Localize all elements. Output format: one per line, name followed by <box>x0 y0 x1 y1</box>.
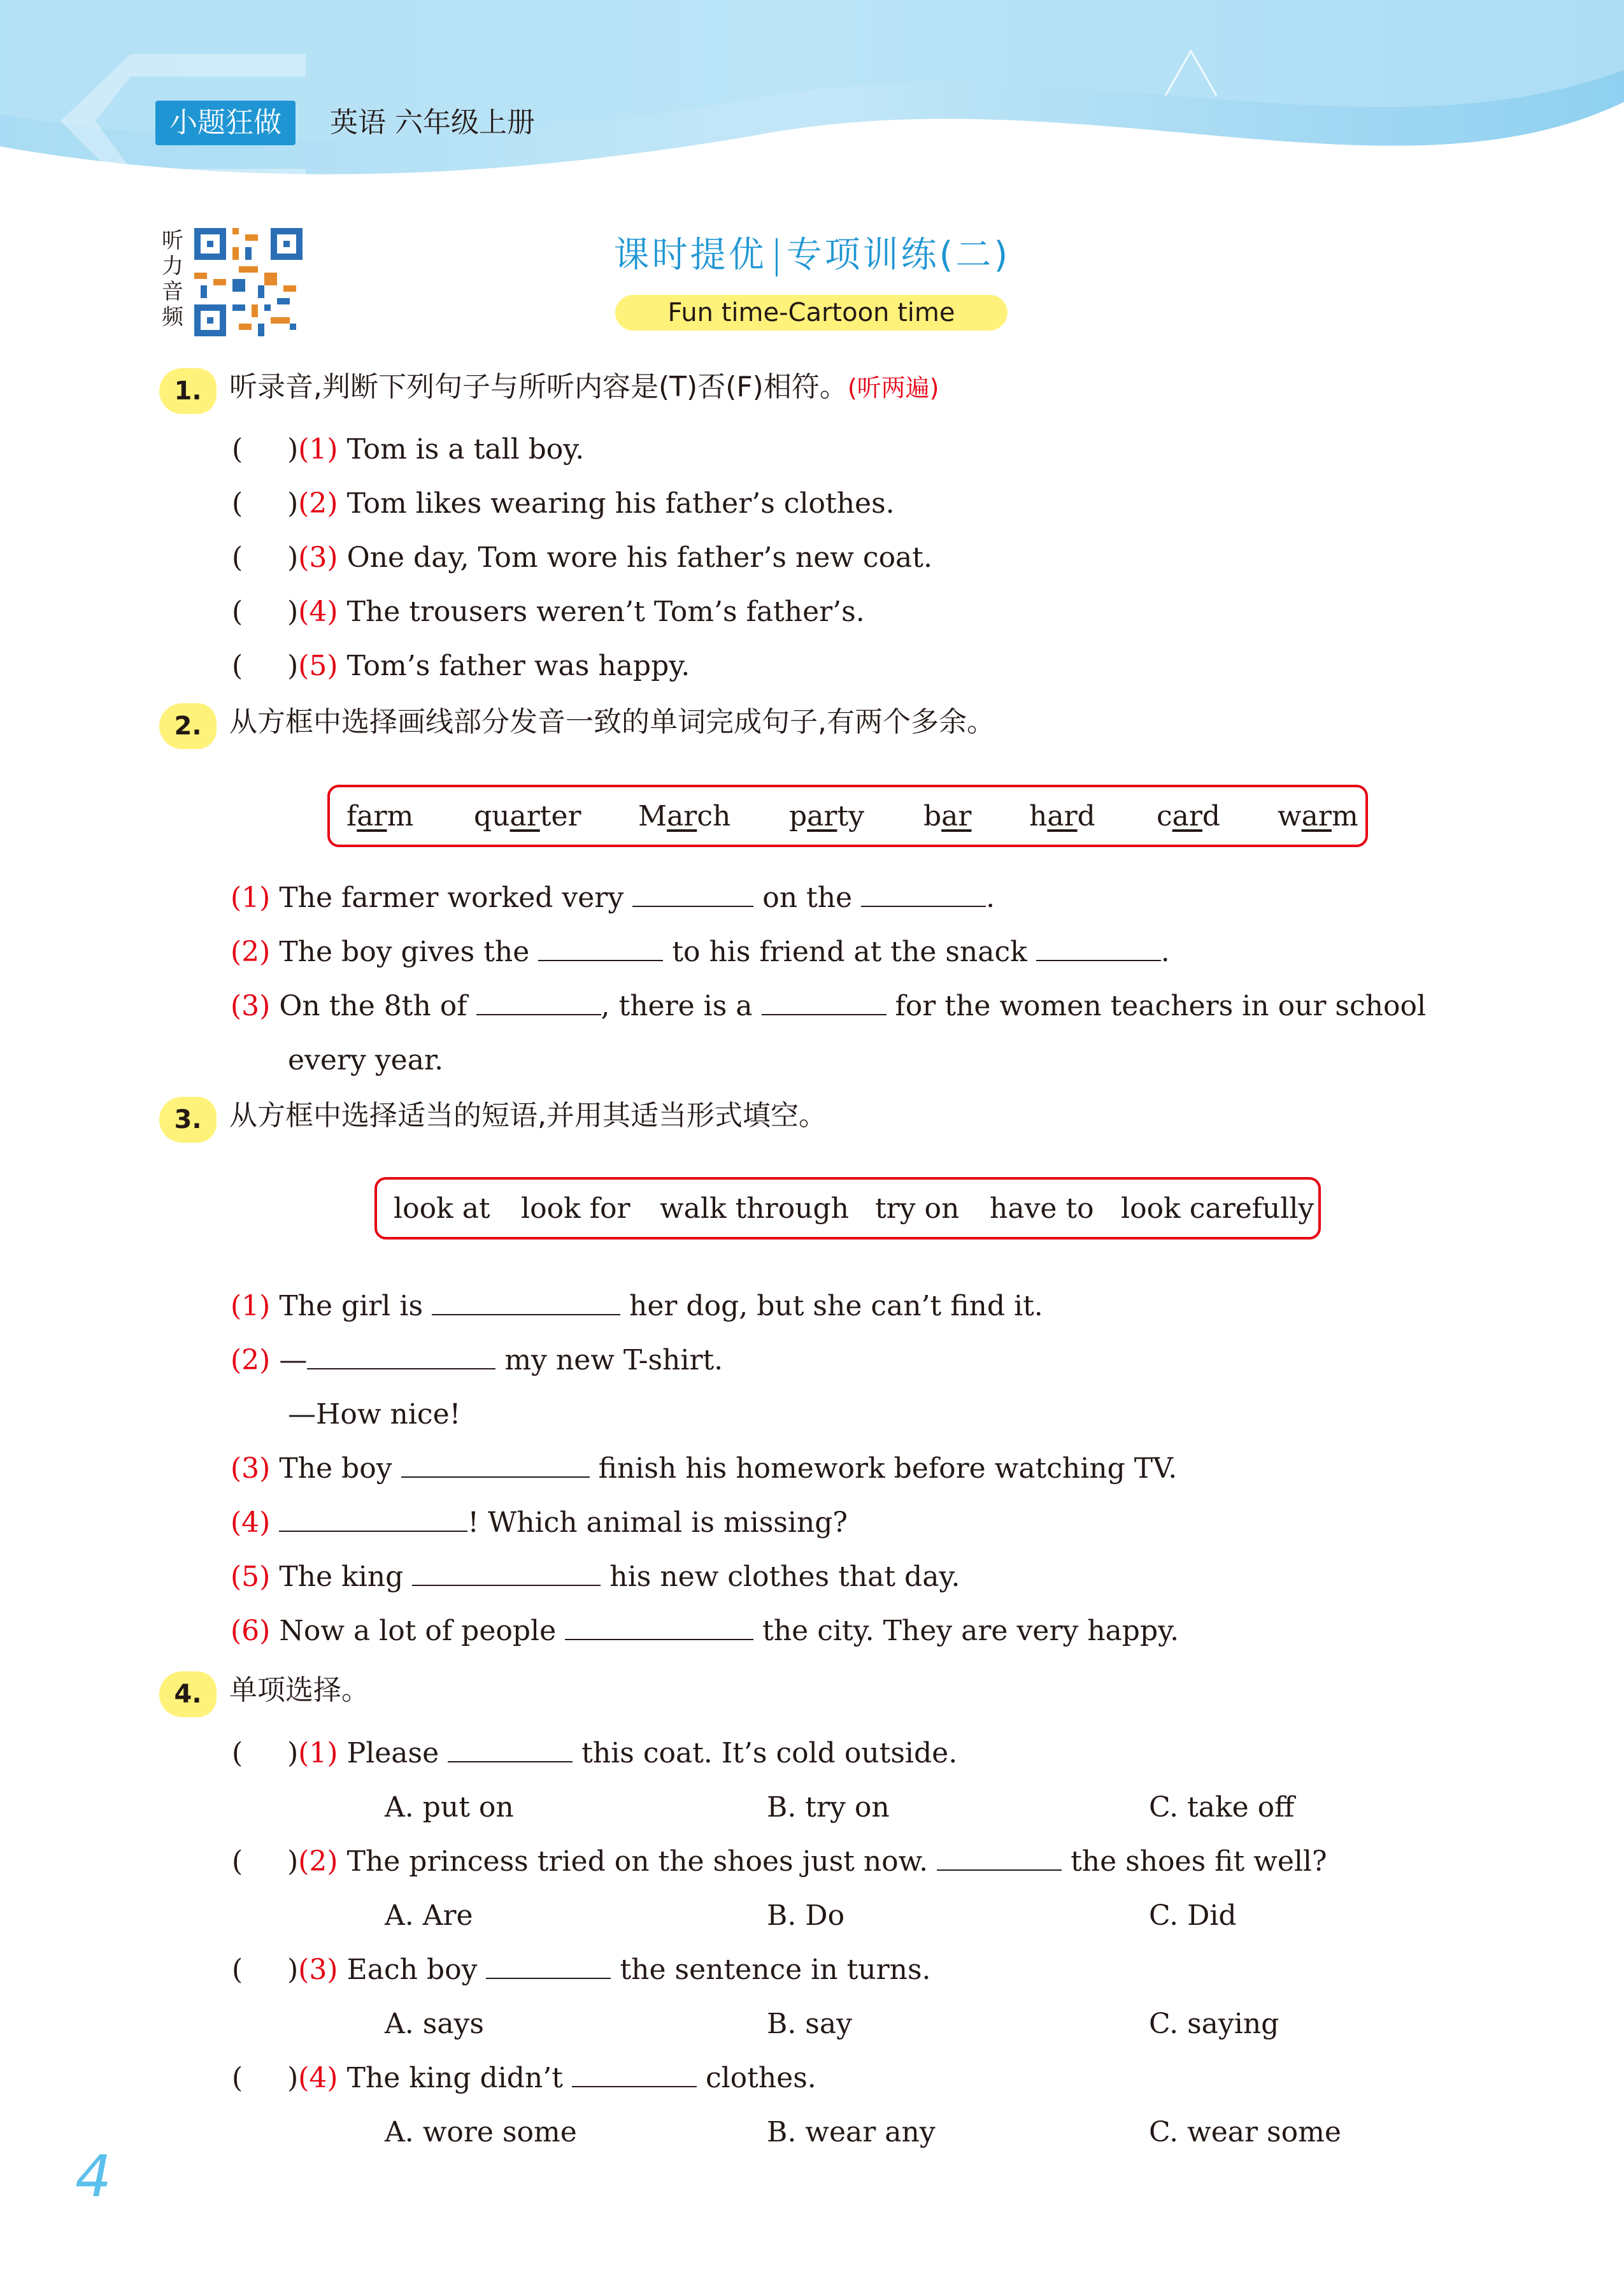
sentence-item: (3) The boy finish his homework before watching TV. <box>231 1452 1178 1485</box>
question-number: 2. <box>159 703 217 749</box>
sentence-continuation: every year. <box>288 1044 444 1076</box>
mc-option[interactable]: B. wear any <box>767 2116 936 2148</box>
answer-blank[interactable] <box>937 1844 1062 1871</box>
phrase-option: try on <box>875 1192 960 1225</box>
word-option: bar <box>923 800 972 832</box>
mc-question: ( )(1) Please this coat. It’s cold outside. <box>232 1737 958 1769</box>
phrase-option: look for <box>521 1192 630 1225</box>
audio-label: 听 力 音 频 <box>162 228 183 330</box>
list-item: ( )(1) Tom is a tall boy. <box>232 433 585 466</box>
mc-option[interactable]: A. put on <box>385 1791 514 1824</box>
question-instruction: 听录音,判断下列句子与所听内容是(T)否(F)相符。(听两遍) <box>229 371 939 403</box>
sentence-item: (3) On the 8th of , there is a for the women teachers in our school <box>231 990 1427 1022</box>
mc-question: ( )(4) The king didn’t clothes. <box>232 2062 816 2094</box>
mc-option[interactable]: B. Do <box>767 1899 845 1932</box>
phrase-box <box>374 1177 1321 1240</box>
mc-option[interactable]: B. say <box>767 2008 852 2040</box>
phrase-option: look carefully <box>1121 1192 1314 1225</box>
question-instruction: 单项选择。 <box>229 1674 369 1706</box>
question-instruction: 从方框中选择适当的短语,并用其适当形式填空。 <box>229 1099 827 1132</box>
answer-blank[interactable] <box>538 934 663 961</box>
list-item: ( )(5) Tom’s father was happy. <box>232 650 690 682</box>
sentence-item: (2) The boy gives the to his friend at the snack . <box>231 936 1170 968</box>
mc-question: ( )(2) The princess tried on the shoes just now. the shoes fit well? <box>232 1845 1327 1878</box>
sentence-item: (5) The king his new clothes that day. <box>231 1561 960 1593</box>
sentence-item: (2) — my new T-shirt. <box>231 1344 723 1376</box>
page-number: 4 <box>75 2143 112 2210</box>
question-number: 4. <box>159 1671 217 1717</box>
question-number: 3. <box>159 1097 217 1143</box>
word-option: quarter <box>474 800 581 832</box>
phrase-option: have to <box>990 1192 1094 1225</box>
word-option: farm <box>346 800 414 832</box>
mc-option[interactable]: C. saying <box>1149 2008 1279 2040</box>
word-option: party <box>789 800 864 832</box>
mc-question: ( )(3) Each boy the sentence in turns. <box>232 1954 931 1986</box>
sentence-item: (6) Now a lot of people the city. They are very happy. <box>231 1615 1179 1647</box>
phrase-option: look at <box>394 1192 490 1225</box>
word-box <box>327 785 1368 847</box>
answer-blank[interactable] <box>476 989 601 1015</box>
sentence-item: (4) ! Which animal is missing? <box>231 1506 848 1539</box>
list-item: ( )(4) The trousers weren’t Tom’s father’s. <box>232 596 865 628</box>
word-option: March <box>638 800 731 832</box>
question-instruction: 从方框中选择画线部分发音一致的单词完成句子,有两个多余。 <box>229 706 995 738</box>
sentence-item: (1) The farmer worked very on the . <box>231 882 995 914</box>
list-item: ( )(3) One day, Tom wore his father’s new coat. <box>232 541 932 574</box>
page-title: 课时提优 专项训练(二) <box>613 234 1011 276</box>
answer-blank[interactable] <box>762 989 887 1015</box>
book-title: 英语 六年级上册 <box>330 106 535 139</box>
series-badge: 小题狂做 <box>155 101 296 145</box>
unit-subtitle: Fun time-Cartoon time <box>615 295 1008 331</box>
answer-blank[interactable] <box>861 880 986 907</box>
answer-blank[interactable] <box>412 1559 601 1586</box>
mc-option[interactable]: A. says <box>385 2008 484 2040</box>
answer-blank[interactable] <box>486 1952 611 1979</box>
answer-blank[interactable] <box>565 1613 753 1640</box>
answer-blank[interactable] <box>1036 934 1161 961</box>
mc-option[interactable]: B. try on <box>767 1791 890 1824</box>
word-option: card <box>1157 800 1221 832</box>
mc-option[interactable]: C. wear some <box>1149 2116 1341 2148</box>
answer-blank[interactable] <box>632 880 753 907</box>
answer-blank[interactable] <box>572 2061 697 2087</box>
sentence-continuation: —How nice! <box>288 1398 461 1431</box>
phrase-option: walk through <box>660 1192 849 1225</box>
answer-blank[interactable] <box>401 1451 590 1478</box>
answer-blank[interactable] <box>279 1505 467 1532</box>
answer-blank[interactable] <box>307 1343 495 1369</box>
mc-option[interactable]: A. Are <box>385 1899 473 1932</box>
answer-blank[interactable] <box>448 1736 573 1762</box>
list-item: ( )(2) Tom likes wearing his father’s clothes. <box>232 487 895 520</box>
sentence-item: (1) The girl is her dog, but she can’t find it. <box>231 1290 1043 1322</box>
mc-option[interactable]: C. Did <box>1149 1899 1237 1932</box>
answer-blank[interactable] <box>432 1289 620 1315</box>
question-number: 1. <box>159 368 217 414</box>
word-option: warm <box>1278 800 1358 832</box>
mc-option[interactable]: C. take off <box>1149 1791 1295 1824</box>
word-option: hard <box>1029 800 1095 832</box>
mc-option[interactable]: A. wore some <box>385 2116 577 2148</box>
